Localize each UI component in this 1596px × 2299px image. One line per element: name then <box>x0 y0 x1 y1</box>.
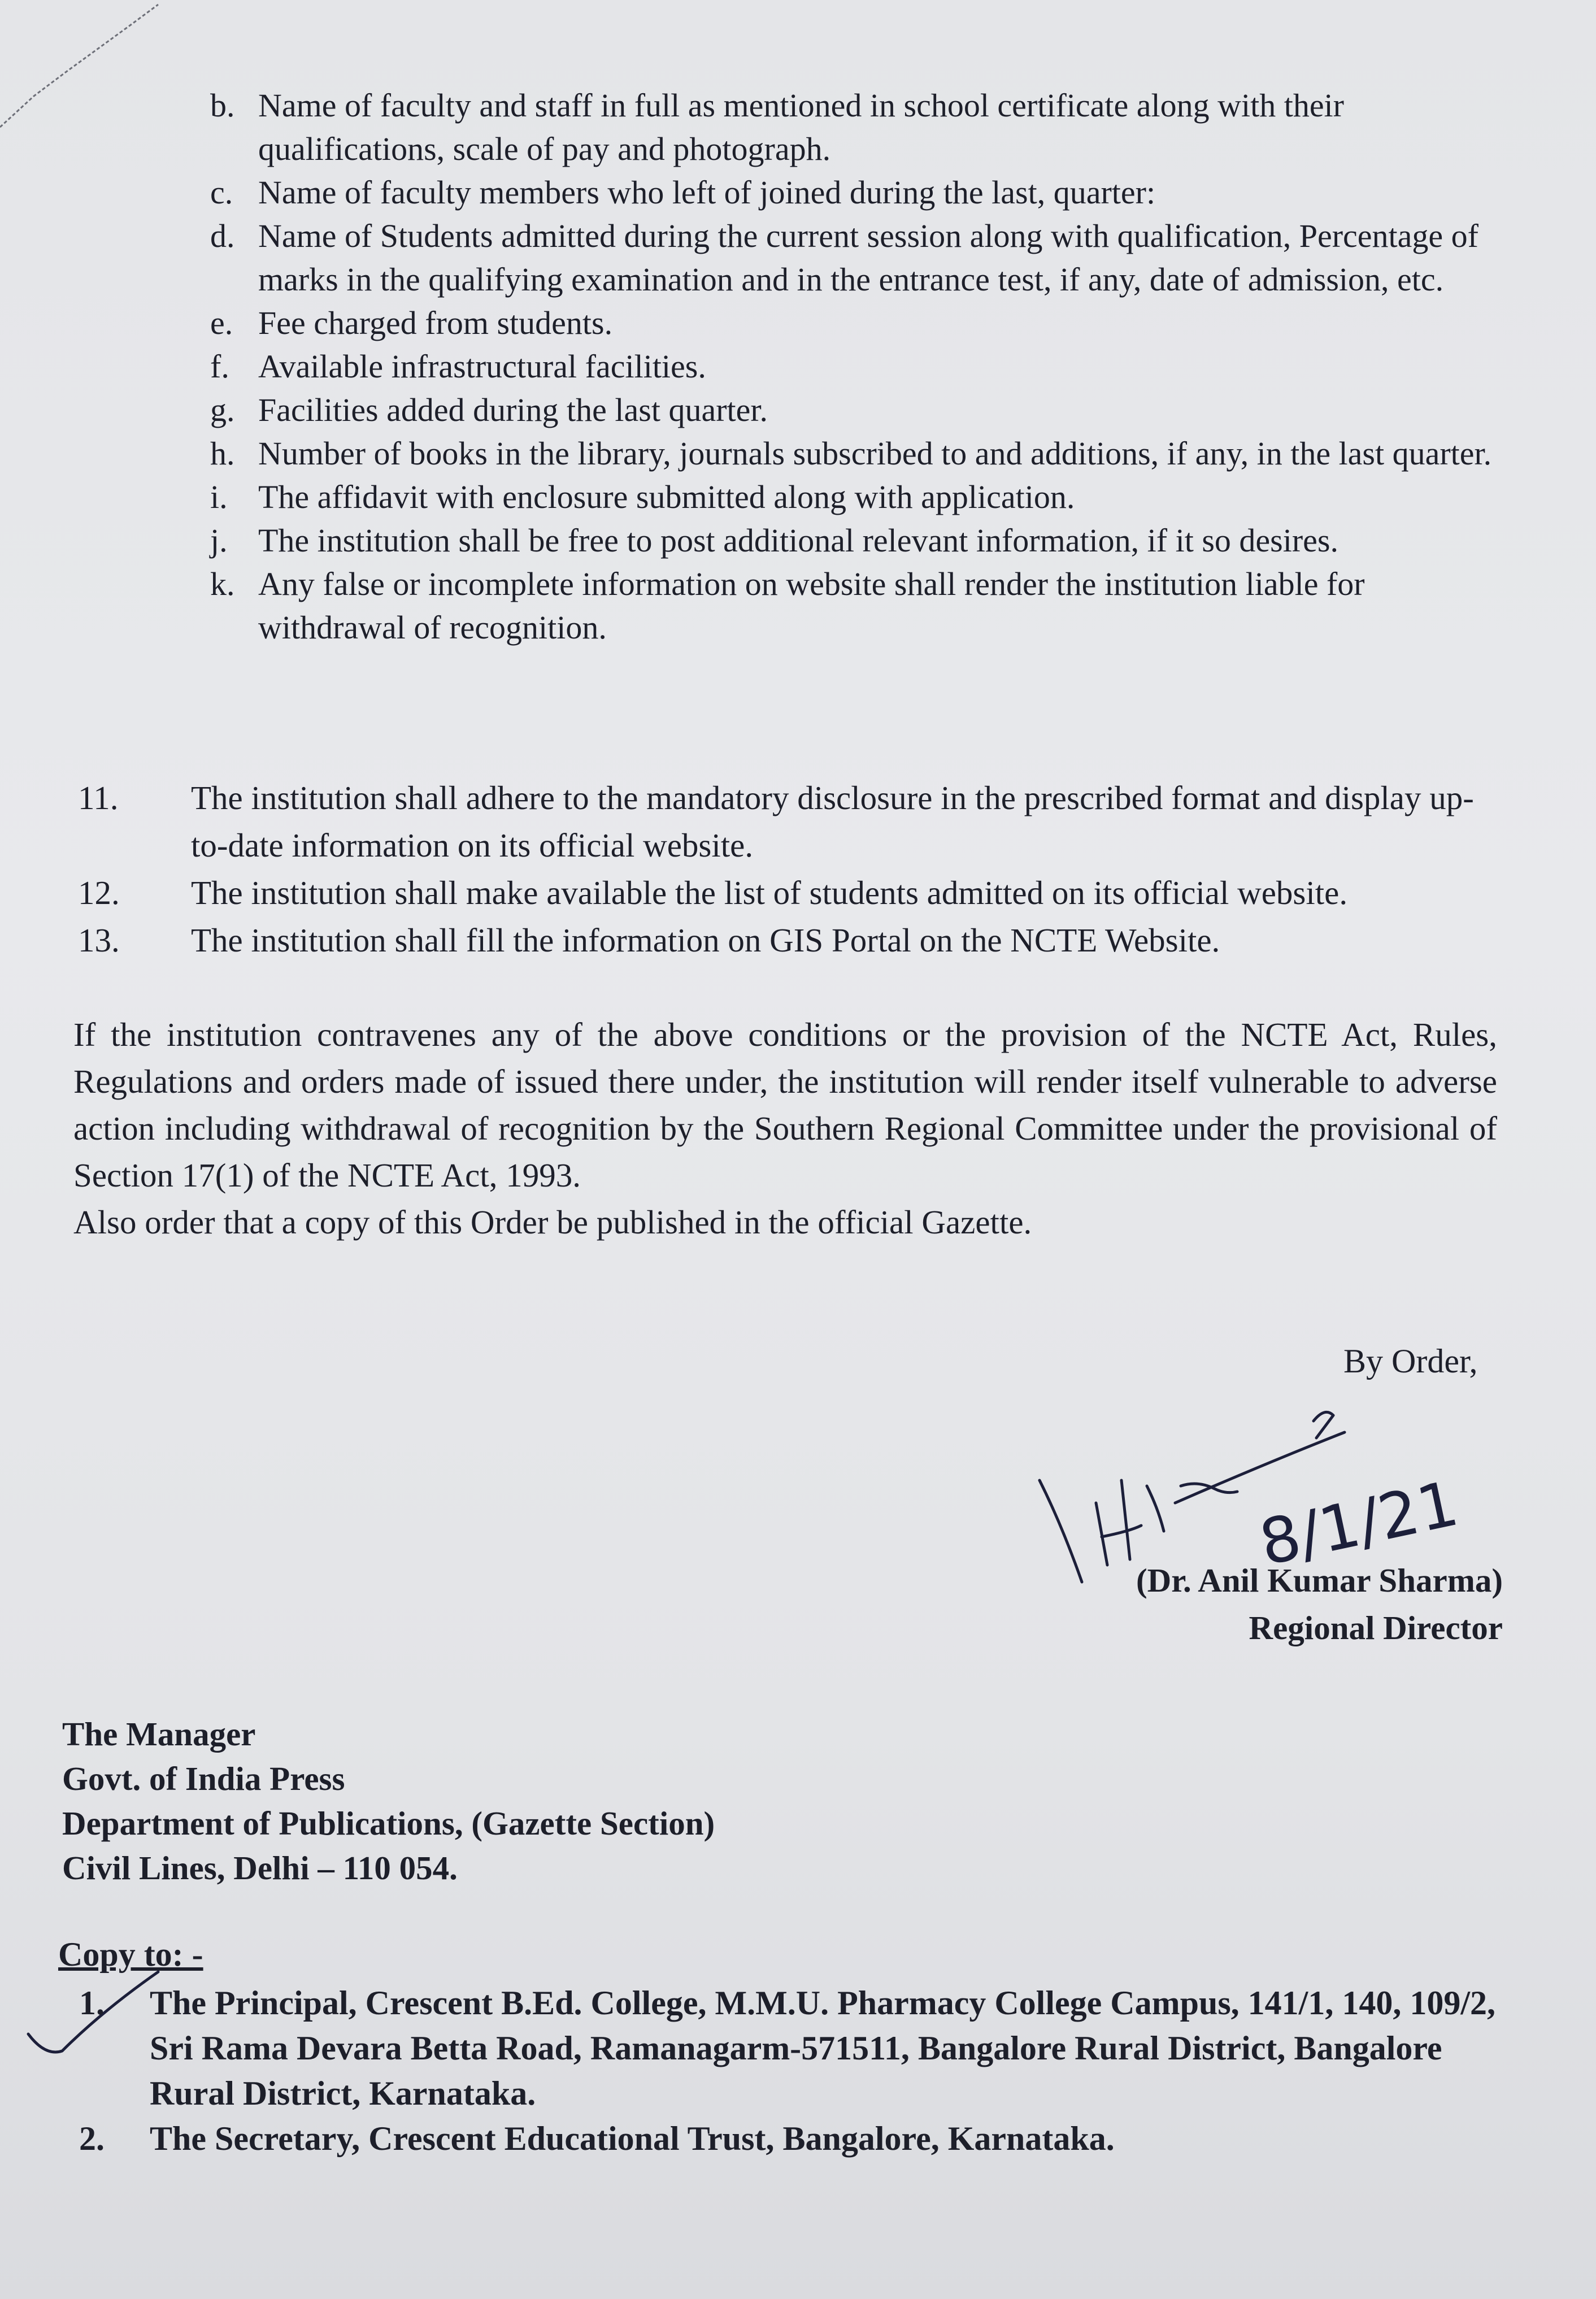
list-item <box>210 345 1515 388</box>
item-text: Fee charged from students. <box>258 305 613 341</box>
item-text: Any false or incomplete information on website shall render the institution liable for withdrawal of recognition. <box>258 566 1365 646</box>
copy-to-list <box>79 1980 1514 2161</box>
signature-date: 8/1/21 <box>1253 1467 1464 1580</box>
item-text: Number of books in the library, journals subscribed to and additions, if any, in the last quarter. <box>258 435 1492 472</box>
address-line: Govt. of India Press <box>62 1760 345 1797</box>
recipient-address <box>62 1712 715 1891</box>
address-line: The Manager <box>62 1715 256 1753</box>
item-letter: b. <box>210 87 235 124</box>
address-line: Department of Publications, (Gazette Section) <box>62 1805 715 1842</box>
list-item <box>78 869 1502 916</box>
list-item <box>210 171 1515 214</box>
item-text: Facilities added during the last quarter. <box>258 392 768 428</box>
item-number: 1. <box>79 1984 105 2022</box>
gazette-order-text: Also order that a copy of this Order be published in the official Gazette. <box>73 1203 1032 1241</box>
item-text: Name of faculty members who left of joined during the last, quarter: <box>258 174 1156 211</box>
signatory-name: (Dr. Anil Kumar Sharma) <box>1136 1562 1503 1599</box>
item-letter: k. <box>210 566 235 602</box>
list-item <box>210 84 1515 171</box>
fold-crease-mark <box>0 0 169 136</box>
item-text: The institution shall adhere to the mandatory disclosure in the prescribed format and display up-to-date information on its official website. <box>191 779 1474 864</box>
list-item <box>210 475 1515 519</box>
list-item <box>78 916 1502 964</box>
list-item <box>210 432 1515 475</box>
list-item <box>79 1980 1514 2116</box>
list-item <box>210 519 1515 562</box>
item-text: The institution shall make available the list of students admitted on its official website. <box>191 874 1348 911</box>
list-item <box>78 774 1502 869</box>
address-line: Civil Lines, Delhi – 110 054. <box>62 1849 458 1887</box>
item-letter: h. <box>210 435 235 472</box>
list-item <box>210 562 1515 649</box>
by-order-label: By Order, <box>1343 1342 1478 1380</box>
item-text: Available infrastructural facilities. <box>258 348 706 385</box>
copy-to-heading: Copy to: - <box>58 1936 203 1973</box>
item-letter: j. <box>210 522 228 559</box>
list-item <box>210 214 1515 301</box>
signatory-title: Regional Director <box>1249 1609 1503 1646</box>
item-number: 13. <box>78 922 120 959</box>
item-text: The affidavit with enclosure submitted along with application. <box>258 479 1075 515</box>
item-text: The Principal, Crescent B.Ed. College, M.M.U. Pharmacy College Campus, 141/1, 140, 109/2, Sri Rama Devara Betta Road, Ramanagarm-571511, Bangalore Rural District, Bangalore Rural District, Karnataka. <box>150 1984 1496 2112</box>
item-letter: e. <box>210 305 233 341</box>
item-text: Name of Students admitted during the current session along with qualification, Percentage of marks in the qualifying examination and in the entrance test, if any, date of admission, etc. <box>258 218 1478 298</box>
paragraph-text: If the institution contravenes any of the above conditions or the provision of the NCTE Act, Rules, Regulations and orders made of issued there under, the institution will render itself vulnerable to adverse action including withdrawal of recognition by the Southern Regional Committee under the provisional of Section 17(1) of the NCTE Act, 1993. <box>73 1016 1497 1194</box>
item-text: The Secretary, Crescent Educational Trust, Bangalore, Karnataka. <box>150 2120 1115 2157</box>
item-letter: d. <box>210 218 235 254</box>
item-number: 11. <box>78 779 119 816</box>
signatory-block <box>1136 1557 1503 1652</box>
item-letter: c. <box>210 174 233 211</box>
item-letter: f. <box>210 348 229 385</box>
item-letter: g. <box>210 392 235 428</box>
item-text: The institution shall fill the information on GIS Portal on the NCTE Website. <box>191 922 1220 959</box>
list-item <box>210 301 1515 345</box>
item-number: 12. <box>78 874 120 911</box>
item-text: The institution shall be free to post additional relevant information, if it so desires. <box>258 522 1338 559</box>
list-item <box>210 388 1515 432</box>
item-number: 2. <box>79 2120 105 2157</box>
item-text: Name of faculty and staff in full as mentioned in school certificate along with their qualifications, scale of pay and photograph. <box>258 87 1344 167</box>
list-item <box>79 2116 1514 2161</box>
conditions-list <box>78 774 1502 964</box>
disclosure-sublist <box>210 84 1515 649</box>
item-letter: i. <box>210 479 228 515</box>
contravention-paragraph <box>73 1011 1497 1246</box>
